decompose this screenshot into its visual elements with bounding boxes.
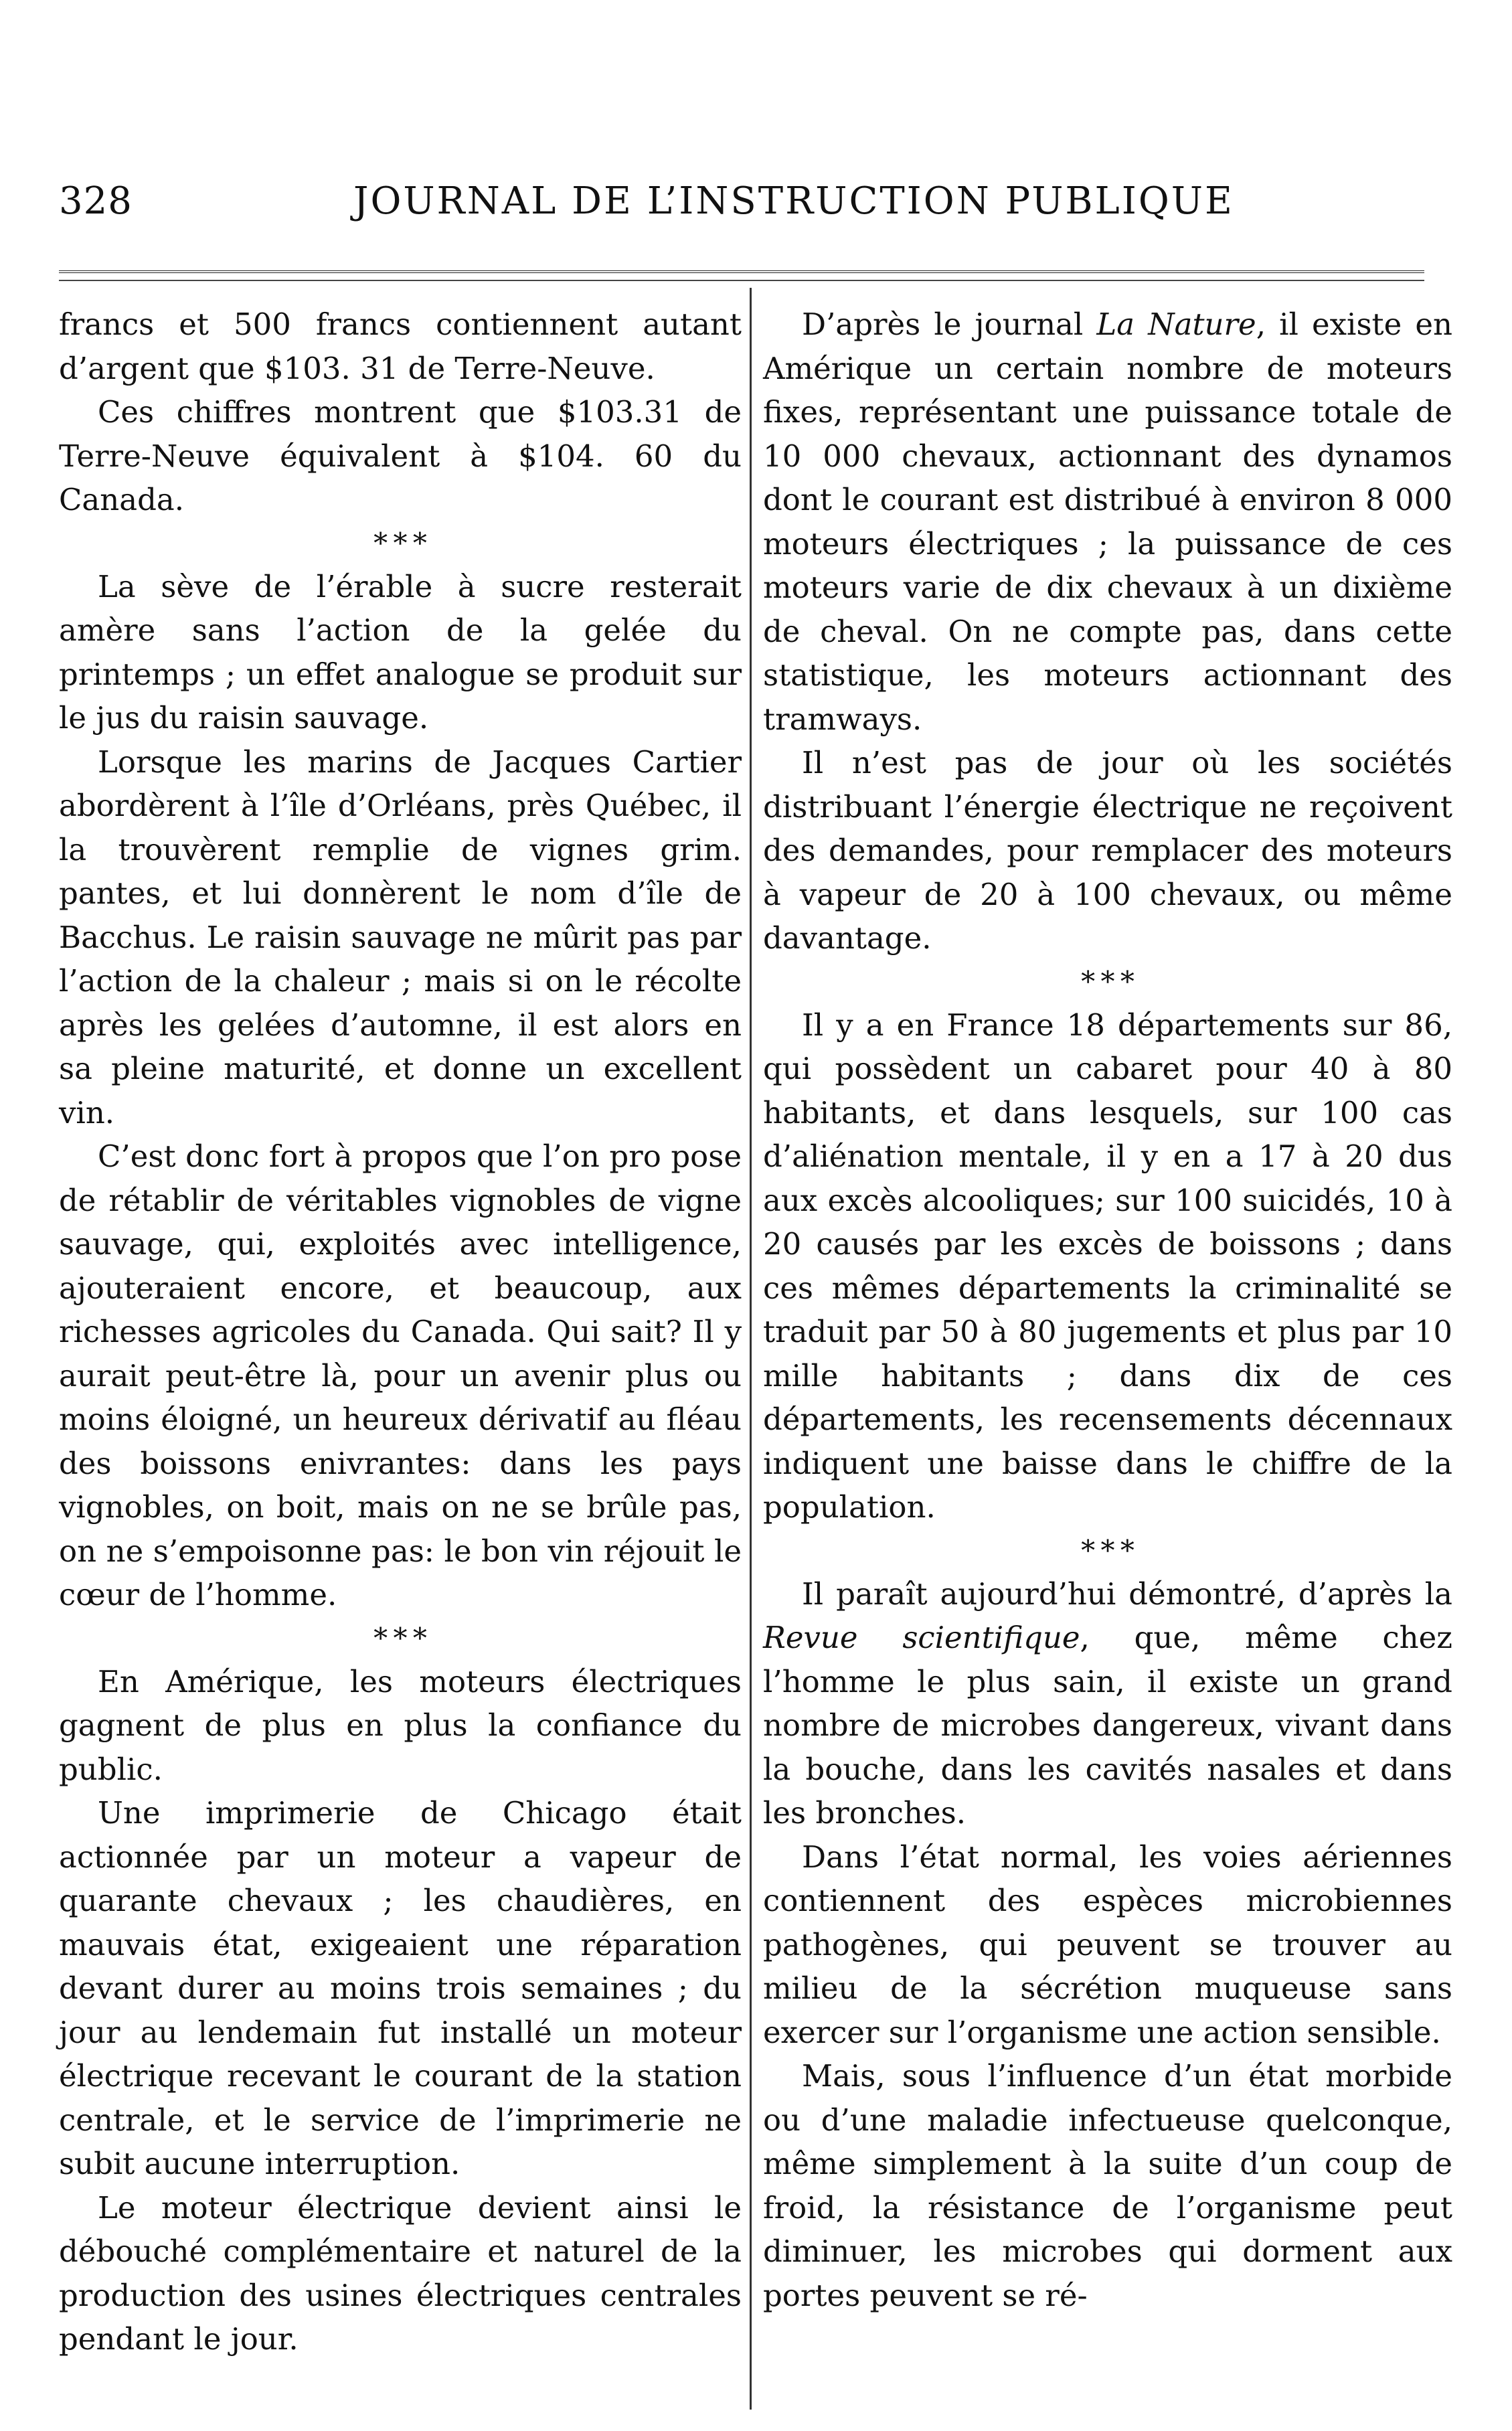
paragraph: Mais, sous l’influence d’un état morbide ou d’une maladie infectueuse quelconque, même simplement à la suite d’un coup de froid, la résistance de l’organisme peut diminuer, les microbes qui dorment aux portes peuvent se ré-: [763, 2058, 1452, 2313]
paragraph: Il y a en France 18 départements sur 86, qui possèdent un cabaret pour 40 à 80 habitants, et dans lesquels, sur 100 cas d’aliénation mentale, il y en a 17 à 20 dus aux excès alcooliques; sur 100 suicidés, 10 à 20 causés par les excès de boissons ; dans ces mêmes départements la criminalité se traduit par 50 à 80 jugements et plus par 10 mille habitants ; dans dix de ces départements, les recensements décennaux indiquent une baisse dans le chiffre de la population.: [763, 1007, 1452, 1525]
paragraph: Le moteur électrique devient ainsi le débouché complémentaire et naturel de la production des usines électriques centrales pendant le jour.: [59, 2189, 742, 2357]
paragraph: francs et 500 francs contiennent autant d’argent que $103. 31 de Terre-Neuve.: [59, 307, 742, 386]
left-column: [59, 303, 742, 2361]
header-rule: [59, 270, 1424, 273]
paragraph: Ces chiffres montrent que $103.31 de Terre-Neuve équivalent à $104. 60 du Canada.: [59, 394, 742, 517]
paragraph: [763, 1572, 1452, 1835]
paragraph: En Amérique, les moteurs électriques gagnent de plus en plus la confiance du public.: [59, 1663, 742, 1787]
right-column: [763, 303, 1452, 2317]
paragraph: Dans l’état normal, les voies aériennes contiennent des espèces microbiennes pathogènes, qui peuvent se trouver au milieu de la sécrétion muqueuse sans exercer sur l’organisme une action sensible.: [763, 1839, 1452, 2050]
paragraph-text: D’après le journal: [802, 307, 1097, 342]
page-header: [59, 179, 1424, 240]
paragraph: La sève de l’érable à sucre resterait amère sans l’action de la gelée du printemps ; un effet analogue se produit sur le jus du raisin sauvage.: [59, 568, 742, 736]
section-separator: * * *: [373, 526, 427, 560]
section-separator: * * *: [373, 1621, 427, 1655]
paragraph: [763, 303, 1452, 741]
column-divider: [750, 288, 752, 2410]
paragraph-text: Il paraît aujourd’hui démontré, d’après la: [802, 1576, 1452, 1612]
section-separator: * * *: [1081, 1533, 1135, 1567]
paragraph: C’est donc fort à propos que l’on pro pose de rétablir de véritables vignobles de vigne sauvage, qui, exploités avec intelligence, ajouteraient encore, et beaucoup, aux richesses agricoles du Canada. Qui sait? Il y aurait peut-être là, pour un avenir plus ou moins éloigné, un heureux dérivatif au fléau des boissons enivrantes: dans les pays vignobles, on boit, mais on ne se brûle pas, on ne s’empoisonne pas: le bon vin réjouit le cœur de l’homme.: [59, 1139, 742, 1612]
paragraph: Il n’est pas de jour où les sociétés distribuant l’énergie électrique ne reçoivent des demandes, pour remplacer des moteurs à vapeur de 20 à 100 chevaux, ou même davantage.: [763, 745, 1452, 956]
running-title: JOURNAL DE L’INSTRUCTION PUBLIQUE: [353, 179, 1234, 223]
paragraph: Une imprimerie de Chicago était actionnée par un moteur a vapeur de quarante chevaux ; les chaudières, en mauvais état, exigeaient une réparation devant durer au moins trois semaines ; du jour au lendemain fut installé un moteur électrique recevant le courant de la station centrale, et le service de l’imprimerie ne subit aucune interruption.: [59, 1795, 742, 2181]
page-number: 328: [59, 179, 133, 223]
paragraph-text: , il existe en Amérique un certain nombre de moteurs fixes, représentant une puissance totale de 10 000 chevaux, actionnant des dynamos dont le courant est distribué à environ 8 000 moteurs électriques ; la puissance de ces moteurs varie de dix chevaux à un dixième de cheval. On ne compte pas, dans cette statistique, les moteurs actionnant des tramways.: [763, 307, 1452, 737]
journal-title: La Nature: [1096, 307, 1256, 342]
paragraph-text: , que, même chez l’homme le plus sain, il existe un grand nombre de microbes dangereux, vivant dans la bouche, dans les cavités nasales et dans les bronches.: [763, 1620, 1452, 1831]
section-separator: * * *: [1081, 965, 1135, 998]
header-rule-thin: [59, 280, 1424, 281]
journal-title: Revue scientifique: [763, 1620, 1080, 1655]
paragraph: Lorsque les marins de Jacques Cartier abordèrent à l’île d’Orléans, près Québec, il la trouvèrent remplie de vignes grim. pantes, et lui donnèrent le nom d’île de Bacchus. Le raisin sauvage ne mûrit pas par l’action de la chaleur ; mais si on le récolte après les gelées d’automne, il est alors en sa pleine maturité, et donne un excellent vin.: [59, 744, 742, 1130]
